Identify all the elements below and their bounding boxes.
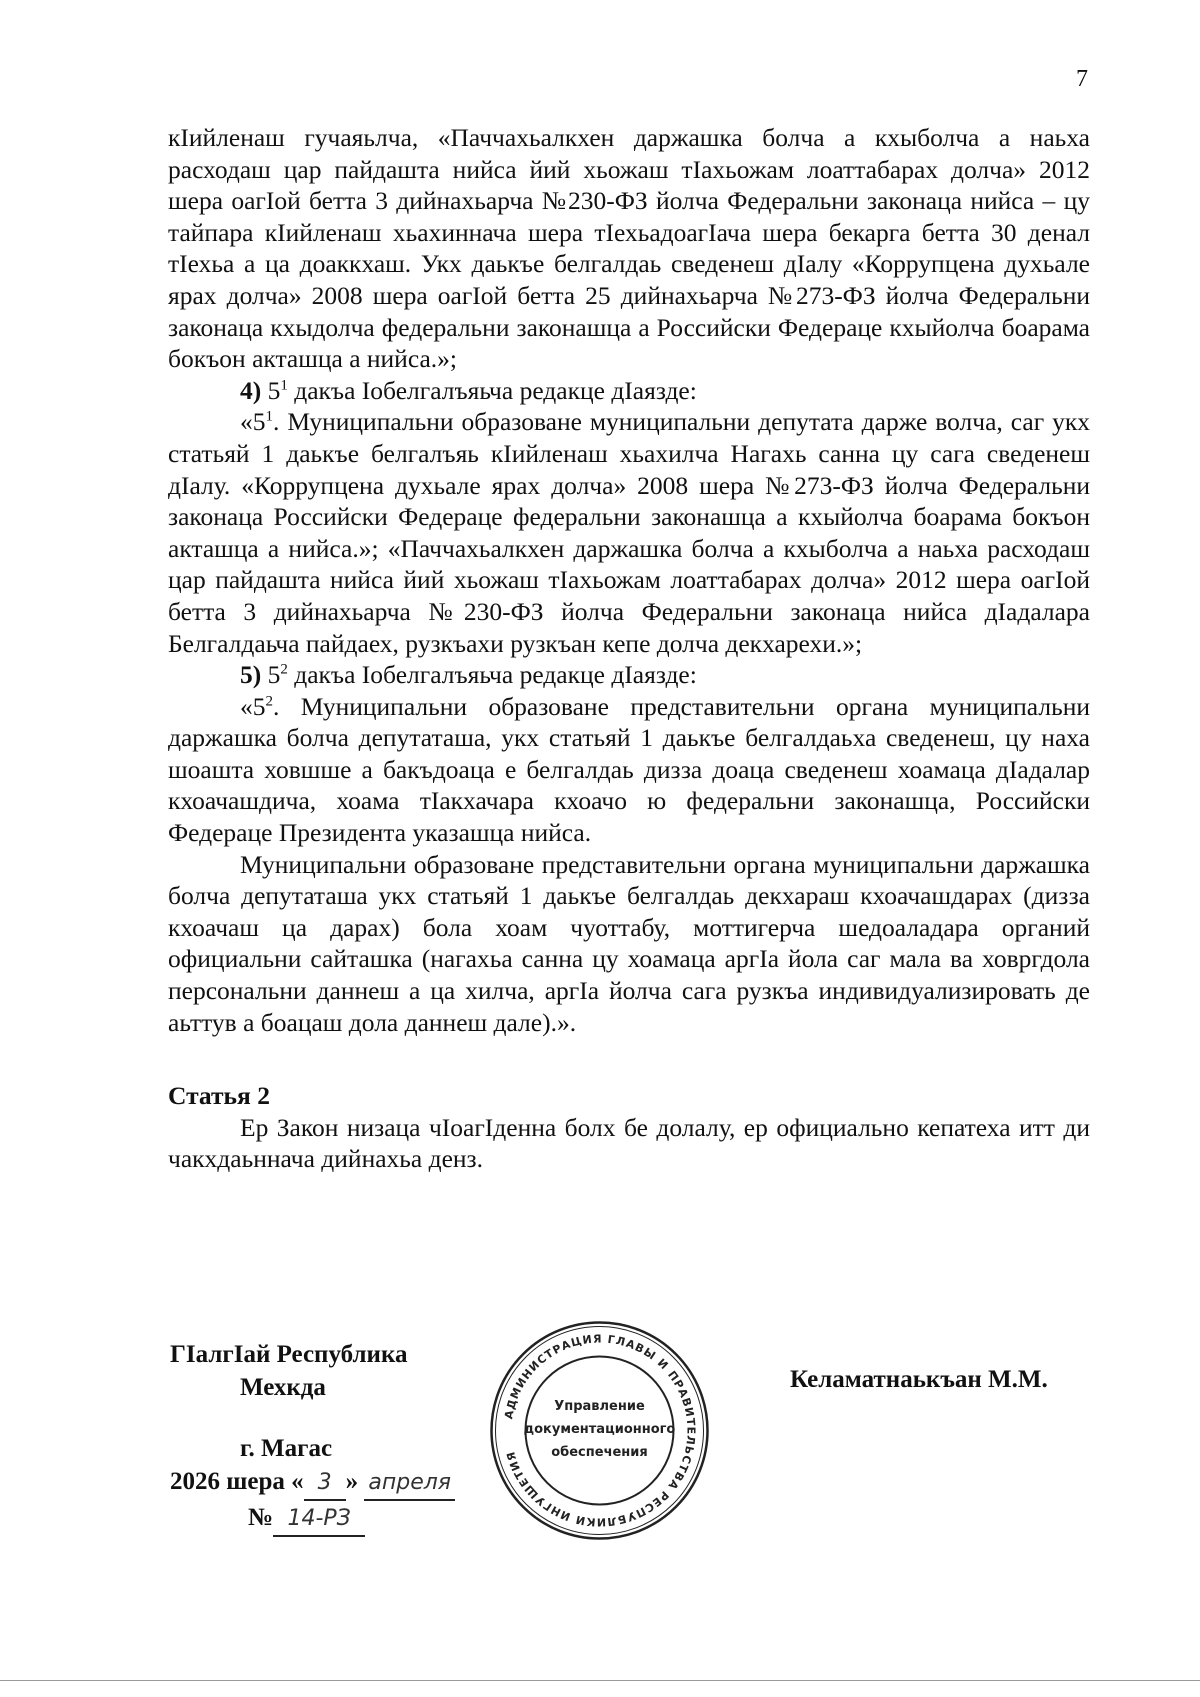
item-5-quote xyxy=(168,691,1090,849)
item-4-quote-open: «5 xyxy=(240,407,266,437)
signer-name: Келаматнаькъан М.М. xyxy=(790,1366,1048,1393)
paragraph-continuation: кIийленаш гучаяьлча, «Паччахьалкхен даржашка болча а кхыболча а наьха расходаш цар пайдашта нийса йий хьожаш тIахьожам лоаттабарах долча» 2012 шера оагIой бетта 3 дийнахьарча №230-ФЗ йолча Федеральни законаца нийса – цу тайпара кIийленаш хьахиннача шера тIехьадоагIача шера бекарга бетта 30 денал тIехьа а ца доаккхаш. Укх даькъе белгалдаь сведенеш дIалу «Коррупцена духьале ярах долча» 2008 шера оагIой бетта 25 дийнахьарча №273-ФЗ йолча Федеральни законаца кхыдолча федеральни законашца а Российски Федераце кхыйолча боарама бокъон акташца а нийса.»; xyxy=(168,123,1090,374)
item-5-sup: 2 xyxy=(280,661,288,678)
date-line xyxy=(170,1465,455,1501)
date-close-quote: » xyxy=(345,1468,359,1495)
stamp-label-3: обеспечения xyxy=(551,1445,648,1460)
item-5-base: 5 xyxy=(267,660,281,690)
body-text xyxy=(168,122,1090,1175)
law-number: 14-РЗ xyxy=(273,1502,365,1537)
item-5 xyxy=(168,659,1090,691)
stamp-label-1: Управление xyxy=(554,1399,645,1414)
date-month: апреля xyxy=(364,1466,455,1501)
item-5-number: 5) xyxy=(240,660,262,690)
date-year: 2026 шера « xyxy=(170,1468,304,1495)
head-line: Мехкда xyxy=(240,1374,326,1401)
item-5-text: дакъа Iобелгалъяьча редакце дIаязде: xyxy=(294,660,697,690)
item-4-quote-sup: 1 xyxy=(265,408,273,425)
item-4-text: дакъа Iобелгалъяьча редакце дIаязде: xyxy=(294,375,697,405)
republic-line: ГIалгIай Республика xyxy=(170,1341,408,1368)
article-2-text: Ер Закон низаца чIоагIденна болх бе долалу, ер официально кепатеха итт ди чакхдаьннача дийнахьа денз. xyxy=(168,1112,1090,1174)
article-2-title: Статья 2 xyxy=(168,1081,270,1111)
item-4-base: 5 xyxy=(267,375,281,405)
date-day: 3 xyxy=(304,1466,346,1501)
item-5-quote-sup: 2 xyxy=(265,693,273,710)
city: г. Магас xyxy=(240,1435,333,1462)
law-number-prefix: № xyxy=(248,1504,274,1531)
item-5-quote-text: . Муниципальни образоване представительни органа муниципальни даржашка болча депутаташа, укх статьяй 1 даькъе белгалдаьха сведенеш, цу наха шоашта ховшше а бакъдоаца е белгалдаь дизза доаца сведенеш хоамаца дIадалар кхоачашдича, хоама тIакхачара кхоачо ю федеральни законашца, Российски Федераце Президента указашца нийса. xyxy=(168,691,1090,848)
stamp-label-2: документационного xyxy=(523,1422,676,1437)
scan-edge-line xyxy=(0,1680,1200,1681)
page-number: 7 xyxy=(1076,66,1088,92)
item-4-sup: 1 xyxy=(280,377,288,394)
item-5-quote-open: «5 xyxy=(240,691,266,721)
law-number-line xyxy=(170,1501,455,1537)
item-4-number: 4) xyxy=(240,375,262,405)
stamp-ring-text: АДМИНИСТРАЦИЯ ГЛАВЫ И ПРАВИТЕЛЬСТВА РЕСПУБЛИКИ ИНГУШЕТИЯ xyxy=(502,1332,698,1529)
item-4-quote xyxy=(168,406,1090,659)
item-4 xyxy=(168,375,1090,407)
paragraph-final: Муниципальни образоване представительни органа муниципальни даржашка болча депутаташа укх статьяй 1 даькъе белгалдаь декхараш кхоачашдарах (дизза кхоачаш ца дарах) бола хоам чуоттабу, моттигерча шедоаладара органий официальни сайташка (нагахьа санна цу хоамаца аргIа йола саг мала ва ховргдола персональни даннеш а ца хилча, аргIа йолча сага рузкъа индивидуализировать де аьттув а боацаш дола даннеш дале).». xyxy=(168,849,1090,1037)
place-date-block xyxy=(170,1432,455,1537)
official-stamp xyxy=(487,1318,712,1543)
signature-title xyxy=(170,1338,407,1404)
item-4-quote-text: . Муниципальни образоване муниципальни депутата дарже волча, саг укх статьяй 1 даькъе белгалъяь кIийленаш хьахилча Нагахь санна цу сага сведенеш дIалу. «Коррупцена духьале ярах долча» 2008 шера №273-ФЗ йолча Федеральни законаца Российски Федераце федеральни законашца а кхыйолча боарама бокъон акташца а нийса.»; «Паччахьалкхен даржашка болча а кхыболча а наьха расходаш цар пайдашта нийса йий хьожаш тIахьожам лоаттабарах долча» 2012 шера оагIой бетта 3 дийнахьарча №230-ФЗ йолча Федеральни законаца нийса дIадалара Белгалдаьча пайдаех, рузкъахи рузкъан кепе долча декхарехи.»; xyxy=(168,407,1090,658)
